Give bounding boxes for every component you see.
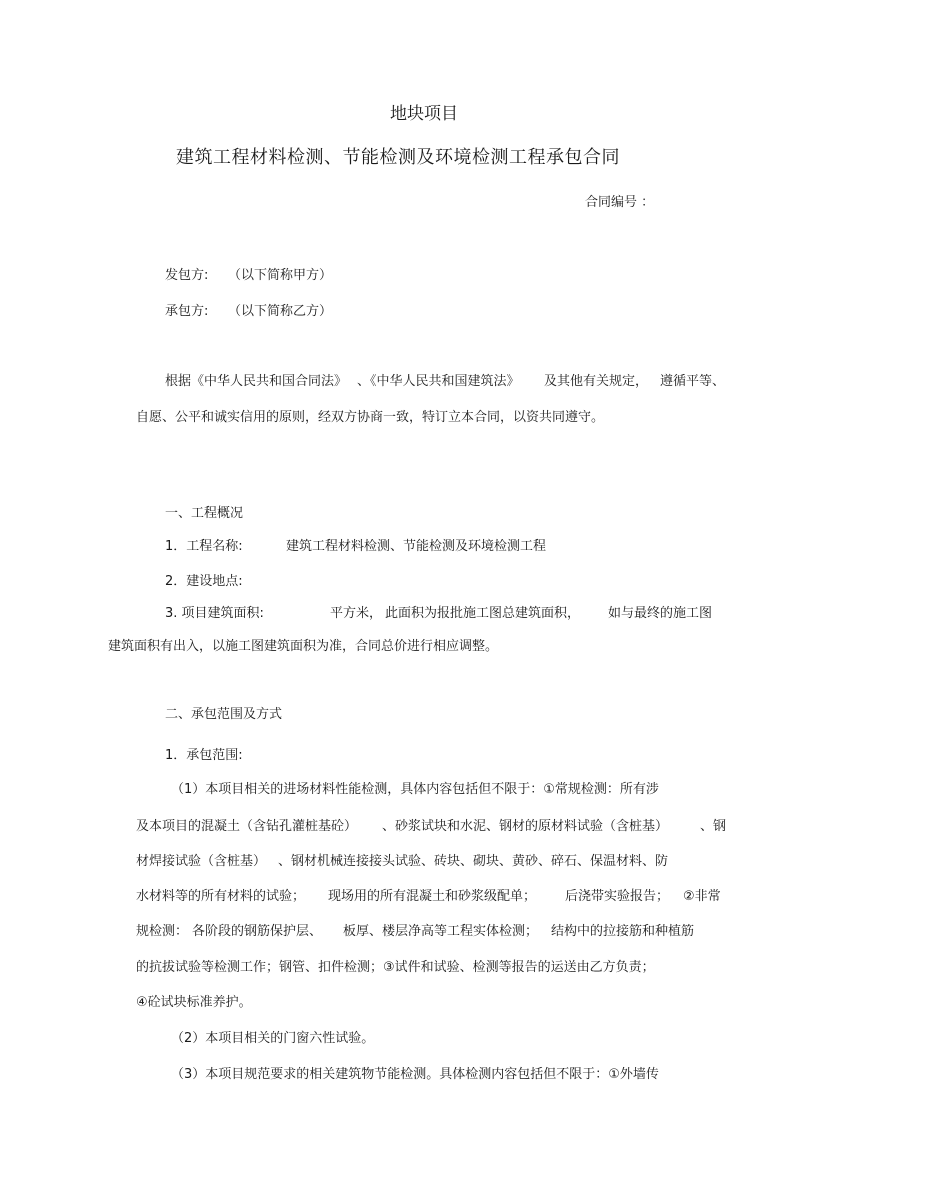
section1-item1-label: 1．工程名称:: [165, 539, 243, 554]
party-b-note: （以下简称乙方）: [228, 304, 333, 319]
section1-item3-a: 平方米，: [330, 606, 383, 621]
section2-p3: （3）本项目规范要求的相关建筑物节能检测。具体检测内容包括但不限于：①外墙传: [171, 1067, 659, 1082]
party-a-label: 发包方:: [165, 268, 209, 283]
section2-p1-line4-a: 水材料等的所有材料的试验；: [136, 889, 306, 904]
title-line-1: 地块项目: [390, 104, 458, 124]
section2-p1-line5-d: 结构中的拉接筋和种植筋: [551, 924, 695, 939]
contract-number-label: 合同编号 ：: [585, 195, 655, 210]
section1-item3-line2: 建筑面积有出入，以施工图建筑面积为准，合同总价进行相应调整。: [108, 639, 499, 654]
title-line-2: 建筑工程材料检测、节能检测及环境检测工程承包合同: [176, 147, 620, 168]
preamble-line1-a: 根据《中华人民共和国合同法》: [165, 374, 348, 389]
section2-item1-label: 1．承包范围:: [165, 748, 243, 763]
party-b-label: 承包方:: [165, 304, 209, 319]
section2-p1-line4-d: ②非常: [683, 889, 721, 904]
section2-p1-line4-c: 后浇带实验报告；: [565, 889, 670, 904]
section2-p1-line4-b: 现场用的所有混凝土和砂浆级配单；: [328, 889, 537, 904]
section2-p1-line5-b: 各阶段的钢筋保护层、: [192, 924, 323, 939]
section2-p2: （2）本项目相关的门窗六性试验。: [171, 1031, 375, 1046]
section2-heading: 二、承包范围及方式: [165, 707, 283, 722]
section2-p1-line2-c: 、钢: [700, 819, 727, 834]
preamble-line1-d: 遵循平等、: [660, 374, 726, 389]
section2-p1-line1: （1）本项目相关的进场材料性能检测，具体内容包括但不限于：①常规检测：所有涉: [171, 782, 659, 797]
preamble-line1-b: 、《中华人民共和国建筑法》: [357, 374, 520, 389]
section2-p1-line2-a: 及本项目的混凝土（含钻孔灌桩基砼）: [136, 819, 358, 834]
section2-p1-line3-b: 、钢材机械连接接头试验、砖块、砌块、黄砂、碎石、保温材料、防: [278, 854, 669, 869]
section2-p1-line7: ④砼试块标准养护。: [136, 995, 252, 1010]
section2-p1-line2-b: 、砂浆试块和水泥、钢材的原材料试验（含桩基）: [382, 819, 669, 834]
section2-p1-line3-a: 材焊接试验（含桩基）: [136, 854, 267, 869]
section2-p1-line5-a: 规检测：: [136, 924, 189, 939]
section1-item3-c: 如与最终的施工图: [608, 606, 713, 621]
preamble-line2: 自愿、公平和诚实信用的原则，经双方协商一致，特订立本合同，以资共同遵守。: [136, 410, 605, 425]
section1-item1-value: 建筑工程材料检测、节能检测及环境检测工程: [286, 539, 547, 554]
section1-item2-label: 2．建设地点:: [165, 574, 243, 589]
section2-p1-line5-c: 板厚、楼层净高等工程实体检测；: [343, 924, 539, 939]
section1-item3-label: 3. 项目建筑面积:: [165, 606, 264, 621]
section2-p1-line6: 的抗拔试验等检测工作；钢管、扣件检测；③试件和试验、检测等报告的运送由乙方负责；: [136, 960, 655, 975]
preamble-line1-c: 及其他有关规定，: [544, 374, 649, 389]
section1-item3-b: 此面积为报批施工图总建筑面积，: [385, 606, 581, 621]
section1-heading: 一、工程概况: [165, 506, 244, 521]
party-a-note: （以下简称甲方）: [228, 268, 333, 283]
